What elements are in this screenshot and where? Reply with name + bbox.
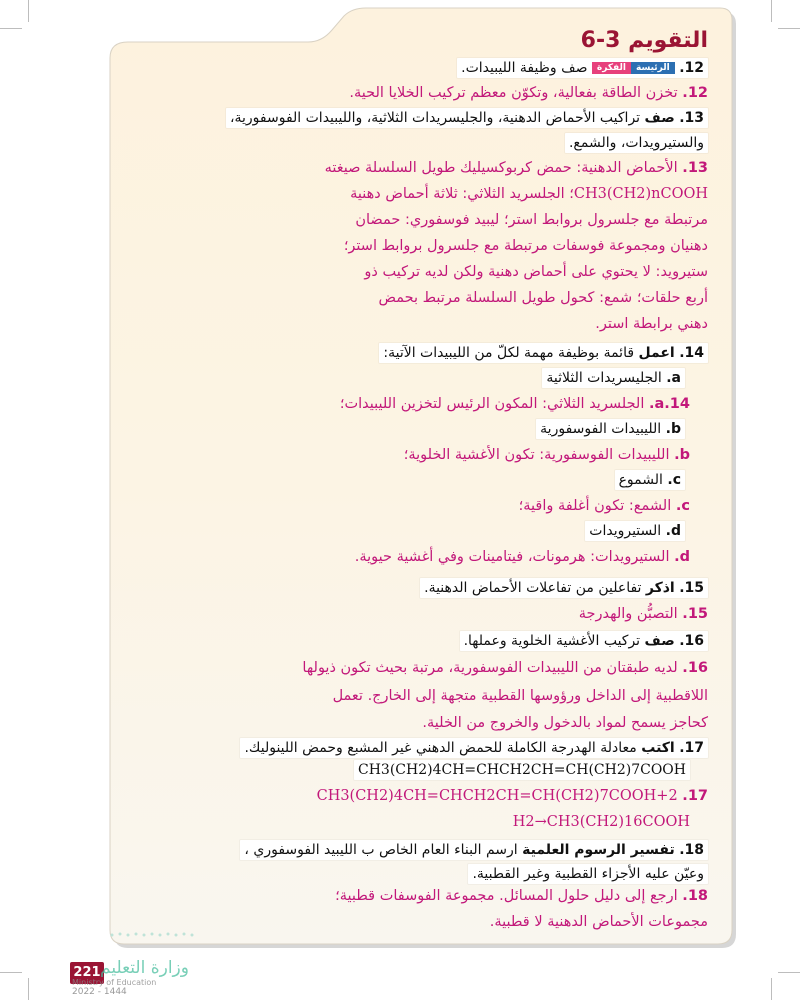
question-text: قائمة بوظيفة مهمة لكلّ من الليبيدات الآتية: (383, 345, 635, 361)
item-text: الجليسريدات الثلاثية (546, 370, 662, 386)
question-14a (110, 370, 685, 386)
formula: CH3(CH2)4CH=CHCH2CH=CH(CH2)7COOH (354, 760, 690, 780)
answer-16-line2 (110, 688, 708, 704)
item-label: b. (665, 421, 681, 437)
question-17-formula (110, 762, 690, 778)
answer-line: ارجع إلى دليل حلول المسائل. مجموعة الفوسفات قطبية؛ (335, 888, 678, 904)
question-text: تراكيب الأحماض الدهنية، والجليسريدات الثلاثية، والليبيدات الفوسفورية، (229, 110, 641, 126)
item-label: a. (666, 370, 681, 386)
question-number: 14. (679, 345, 704, 361)
answer-text: الليبيدات الفوسفورية: تكون الأغشية الخلوية؛ (403, 447, 670, 463)
question-text: والستيرويدات، والشمع. (565, 133, 708, 153)
question-13-cont (110, 135, 708, 151)
answer-16 (110, 660, 708, 676)
question-17 (110, 740, 708, 756)
answer-number: 15. (682, 606, 708, 622)
question-15 (110, 580, 708, 596)
question-verb: اذكر (645, 580, 675, 596)
answer-13-line5 (110, 264, 708, 280)
answer-13 (110, 160, 708, 176)
answer-number: 12. (682, 85, 708, 101)
answer-13-line3 (110, 212, 708, 228)
answer-number: 18. (682, 888, 708, 904)
question-14c (110, 472, 685, 488)
answer-17 (110, 788, 708, 804)
question-16 (110, 633, 708, 649)
question-text: صف وظيفة الليبيدات. (461, 60, 588, 76)
item-label: d. (665, 523, 681, 539)
question-number: 12. (679, 60, 704, 76)
item-text: الليبيدات الفوسفورية (540, 421, 662, 437)
answer-line: لديه طبقتان من الليبيدات الفوسفورية، مرتبة بحيث تكون ذيولها (302, 660, 678, 676)
question-14d (110, 523, 685, 539)
answer-line: أربع حلقات؛ شمع: كحول طويل السلسلة مرتبط بحمض (378, 290, 708, 306)
formula: CH3(CH2)nCOOH (573, 186, 708, 202)
answer-number: 17. (682, 788, 708, 804)
answer-line: الأحماض الدهنية: حمض كربوكسيليك طويل السلسلة صيغته (324, 160, 678, 176)
question-text: تركيب الأغشية الخلوية وعملها. (463, 633, 641, 649)
question-18-cont (110, 866, 708, 882)
answer-13-line4 (110, 238, 708, 254)
item-text: الشموع (618, 472, 663, 488)
answer-number: 13. (682, 160, 708, 176)
answer-label: d. (674, 549, 690, 565)
answer-12 (110, 85, 708, 101)
answer-line: ستيرويد: لا يحتوي على أحماض دهنية ولكن لديه تركيب ذو (364, 264, 708, 280)
answer-14d (110, 549, 690, 565)
question-verb: صف (644, 110, 675, 126)
answer-number: 16. (682, 660, 708, 676)
question-13 (110, 110, 708, 126)
answer-line: اللاقطبية إلى الداخل ورؤوسها القطبية متجهة إلى الخارج. تعمل (332, 688, 708, 704)
answer-label: b. (674, 447, 690, 463)
answer-text: الستيرويدات: هرمونات، فيتامينات وفي أغشية حيوية. (354, 549, 670, 565)
question-verb: اكتب (641, 740, 675, 756)
question-14b (110, 421, 685, 437)
answer-label: a.14. (649, 396, 690, 412)
answer-line: دهني برابطة استر. (595, 316, 708, 332)
chip-left: الفكرة (592, 62, 631, 74)
question-number: 18. (679, 842, 704, 858)
answer-line: ؛ الجلسريد الثلاثي: ثلاثة أحماض دهنية (350, 186, 574, 202)
item-text: الستيرويدات (589, 523, 662, 539)
question-text: ارسم البناء العام الخاص ب الليبيد الفوسفوري ، (244, 842, 518, 858)
answer-text: التصبُّن والهدرجة (578, 606, 678, 622)
question-number: 13. (679, 110, 704, 126)
question-text: وعيّن عليه الأجزاء القطبية وغير القطبية. (468, 864, 708, 884)
question-verb: صف (644, 633, 675, 649)
main-idea-chip (587, 60, 674, 76)
answer-17-line2 (110, 814, 690, 830)
answer-14c (110, 498, 690, 514)
answer-14a (110, 396, 690, 412)
answer-16-line3 (110, 715, 708, 731)
question-verb: اعمل (638, 345, 675, 361)
question-12 (110, 60, 708, 76)
page-number: 221 (70, 962, 104, 984)
formula: H2→CH3(CH2)16COOH (512, 814, 690, 830)
answer-13-line2 (110, 186, 708, 202)
ministry-logo-ar: وزارة التعليم (100, 958, 189, 978)
answer-15 (110, 606, 708, 622)
answer-text: تخزن الطاقة بفعالية، وتكوّن معظم تركيب الخلايا الحية. (349, 85, 678, 101)
edition-year: 2022 - 1444 (72, 987, 127, 997)
item-label: c. (667, 472, 681, 488)
answer-line: كحاجز يسمح لمواد بالدخول والخروج من الخلية. (422, 715, 708, 731)
section-title: التقويم 3-6 (580, 28, 708, 53)
answer-13-line7 (110, 316, 708, 332)
answer-text: الشمع: تكون أغلفة واقية؛ (518, 498, 672, 514)
answer-18-line2 (110, 914, 708, 930)
question-text: معادلة الهدرجة الكاملة للحمض الدهني غير المشبع وحمض اللينوليك. (244, 740, 637, 756)
answer-13-line6 (110, 290, 708, 306)
ministry-logo-en: Ministry of Education (72, 978, 157, 987)
question-14 (110, 345, 708, 361)
question-number: 16. (679, 633, 704, 649)
formula: CH3(CH2)4CH=CHCH2CH=CH(CH2)7COOH+2 (316, 788, 678, 804)
question-number: 17. (679, 740, 704, 756)
question-verb: تفسير الرسوم العلمية (522, 842, 675, 858)
answer-14b (110, 447, 690, 463)
answer-text: الجلسريد الثلاثي: المكون الرئيس لتخزين الليبيدات؛ (339, 396, 645, 412)
question-text: تفاعلين من تفاعلات الأحماض الدهنية. (424, 580, 642, 596)
answer-line: مجموعات الأحماض الدهنية لا قطبية. (489, 914, 708, 930)
chip-right: الرئيسة (631, 62, 675, 74)
answer-18 (110, 888, 708, 904)
question-18 (110, 842, 708, 858)
answer-line: دهنيان ومجموعة فوسفات مرتبطة مع جلسرول بروابط استر؛ (343, 238, 708, 254)
answer-line: مرتبطة مع جلسرول بروابط استر؛ ليبيد فوسفوري: حمضان (355, 212, 708, 228)
answer-label: c. (675, 498, 690, 514)
question-number: 15. (679, 580, 704, 596)
